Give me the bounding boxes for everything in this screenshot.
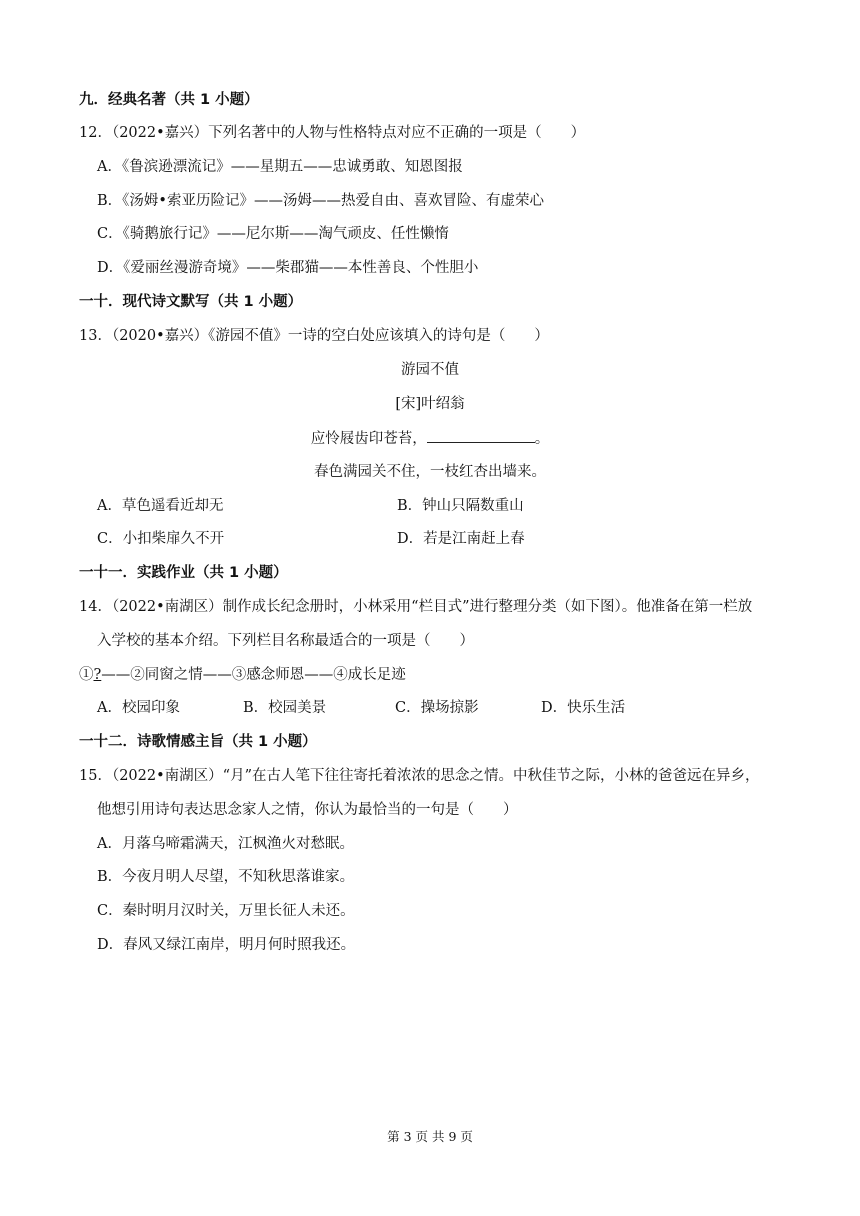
question-14-stem-line-1: 14．（2022•南湖区）制作成长纪念册时，小林采用“栏目式”进行整理分类（如下图）。他准备在第一栏放 [79,599,753,615]
question-13-option-d: D．若是江南赶上春 [397,531,525,547]
chain-rest: ——②同窗之情——③感念师恩——④成长足迹 [101,667,406,683]
question-14-option-b: B．校园美景 [243,700,327,716]
question-14-option-a: A．校园印象 [97,700,180,716]
question-13-option-c: C．小扣柴扉久不开 [97,531,225,547]
poem-line-2: 春色满园关不住，一枝红杏出墙来。 [314,464,546,480]
poem-line-1-text: 应怜屐齿印苍苔， [310,431,427,447]
question-15-option-a: A．月落乌啼霜满天，江枫渔火对愁眠。 [97,836,354,852]
question-14-chain [79,665,406,685]
chain-prefix: ① [79,667,94,683]
question-14-option-d: D．快乐生活 [541,700,626,716]
question-15-option-c: C．秦时明月汉时关，万里长征人未还。 [97,903,355,919]
question-15-stem-line-2: 他想引用诗句表达思念家人之情，你认为最恰当的一句是（ ） [97,802,518,818]
question-13-stem: 13．（2020•嘉兴）《游园不值》一诗的空白处应该填入的诗句是（ ） [79,328,549,344]
question-14-option-c: C．操场掠影 [395,700,479,716]
question-12-option-a: A．《鲁滨逊漂流记》——星期五——忠诚勇敢、知恩图报 [97,159,463,175]
question-15-option-b: B．今夜月明人尽望，不知秋思落谁家。 [97,869,355,885]
section-heading-9: 九．经典名著（共 1 小题） [79,92,259,108]
question-13-option-a: A．草色遥看近却无 [97,498,224,514]
question-12-option-b: B．《汤姆•索亚历险记》——汤姆——热爱自由、喜欢冒险、有虚荣心 [97,193,544,209]
question-15-stem-line-1: 15．（2022•南湖区）“月”在古人笔下往往寄托着浓浓的思念之情。中秋佳节之际，小林的爸爸远在异乡， [79,768,760,784]
question-13-option-b: B．钟山只隔数重山 [397,498,524,514]
question-12-stem: 12．（2022•嘉兴）下列名著中的人物与性格特点对应不正确的一项是（ ） [79,125,586,141]
section-heading-11: 一十一．实践作业（共 1 小题） [79,565,288,581]
fill-blank [427,428,535,443]
poem-line-1-end: 。 [534,431,550,447]
question-12-option-c: C．《骑鹅旅行记》——尼尔斯——淘气顽皮、任性懒惰 [97,226,449,242]
chain-blank: ? [93,667,102,683]
section-heading-10: 一十．现代诗文默写（共 1 小题） [79,294,303,310]
poem-author: [宋]叶绍翁 [395,396,465,412]
poem-line-1 [0,428,860,449]
question-12-option-d: D．《爱丽丝漫游奇境》——柴郡猫——本性善良、个性胆小 [97,260,479,276]
question-14-stem-line-2: 入学校的基本介绍。下列栏目名称最适合的一项是（ ） [97,633,474,649]
section-heading-12: 一十二．诗歌情感主旨（共 1 小题） [79,734,317,750]
poem-title: 游园不值 [401,362,459,378]
page-footer: 第 3 页 共 9 页 [387,1129,473,1144]
question-15-option-d: D．春风又绿江南岸，明月何时照我还。 [97,937,356,953]
